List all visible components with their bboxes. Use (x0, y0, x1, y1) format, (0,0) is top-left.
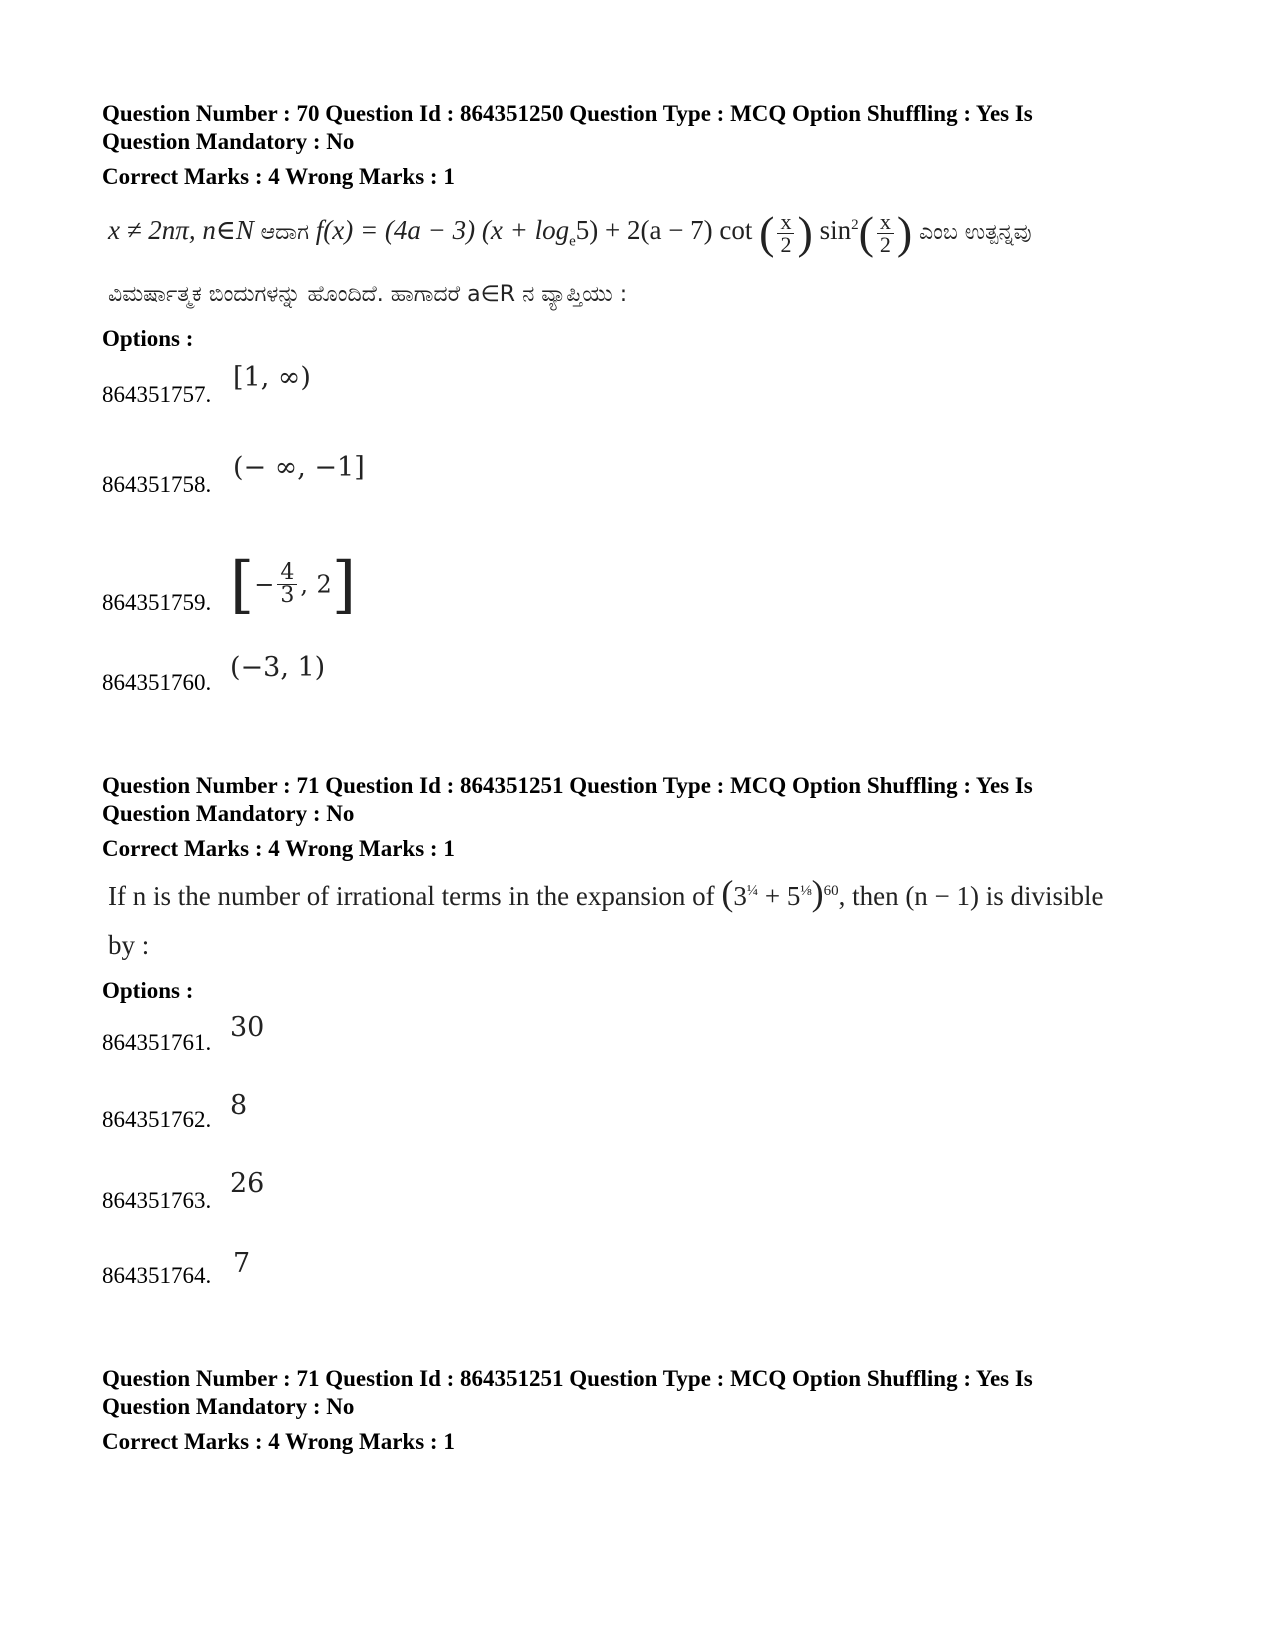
stem-text-a: If n is the number of irrational terms in the expansion of (108, 881, 715, 911)
question-71-header (102, 772, 1182, 828)
question-71b-header-line1: Question Number : 71 Question Id : 864351251 Question Type : MCQ Option Shuffling : Yes Is (102, 1366, 1033, 1391)
stem-text-b: , then (n − 1) is divisible (838, 881, 1104, 911)
option-value[interactable] (230, 548, 356, 621)
option-value[interactable]: 26 (230, 1168, 265, 1199)
stem-sin: sin (819, 215, 852, 246)
minus-sign: − (254, 570, 275, 599)
question-70-header-line2: Question Mandatory : No (102, 129, 355, 154)
option-value[interactable]: (−3, 1) (230, 652, 326, 683)
option-id: 864351760. (102, 670, 212, 695)
option-value[interactable]: 7 (233, 1248, 251, 1279)
stem-middle: 5) + 2(a − 7) cot (575, 215, 753, 246)
frac-num: 4 (277, 562, 297, 585)
comma: , (300, 570, 308, 599)
question-71b-header (102, 1365, 1182, 1421)
paren-close-1: ) (797, 207, 813, 258)
option-id: 864351764. (102, 1263, 212, 1288)
fraction-x-over-2-b (877, 208, 894, 257)
stem-square: 2 (851, 217, 859, 234)
stem-condition: x ≠ 2nπ, n∈N (108, 215, 254, 246)
question-70-stem-line1 (108, 207, 1032, 258)
option-tail: 2 (316, 570, 332, 599)
frac-den: 3 (280, 583, 295, 608)
option-fraction (277, 562, 297, 607)
bracket-close: ] (331, 548, 357, 621)
option-id: 864351761. (102, 1030, 212, 1055)
option-id: 864351757. (102, 382, 212, 407)
exp-1: ¼ (746, 883, 759, 899)
stem-kannada-1: ಆದಾಗ (260, 220, 309, 246)
option-id: 864351758. (102, 472, 212, 497)
question-71-header-line2: Question Mandatory : No (102, 801, 355, 826)
paren-close-2: ) (896, 207, 913, 258)
question-71b-marks: Correct Marks : 4 Wrong Marks : 1 (102, 1429, 455, 1454)
exp-2: ⅛ (800, 883, 812, 899)
stem-kannada-2: ಎಂಬ ಉತ್ಪನ್ನವು (918, 220, 1032, 246)
paren-open-1: ( (759, 207, 775, 258)
option-id: 864351763. (102, 1188, 212, 1213)
power: 60 (823, 883, 839, 899)
option-id: 864351762. (102, 1107, 212, 1132)
paren-close: ) (811, 873, 824, 913)
option-value[interactable]: 30 (230, 1012, 265, 1043)
question-71-marks: Correct Marks : 4 Wrong Marks : 1 (102, 836, 455, 861)
frac-num: x (777, 211, 794, 234)
question-71-stem-line1: If n is the number of irrational terms in the expansion of $(3^{\frac{1}{4}} + 5^{\frac{1}{8}})^{60}$, then (n − 1) is divisible (108, 873, 1104, 913)
paren-open: ( (721, 873, 734, 913)
frac-num: x (877, 211, 894, 234)
stem-function: f(x) = (4a − 3) (x + log (315, 215, 570, 246)
question-70-stem-line2: ವಿಮರ್ಷಾತ್ಮಕ ಬಿಂದುಗಳನ್ನು ಹೊಂದಿದೆ. ಹಾಗಾದರೆ a∈R ನ ವ್ಯಾಪ್ತಿಯು : (108, 282, 628, 307)
question-70-options-label: Options : (102, 326, 194, 351)
option-value[interactable]: [1, ∞) (233, 362, 311, 393)
stem-log-base: e (569, 233, 576, 250)
question-70-header (102, 100, 1182, 156)
option-value[interactable]: (− ∞, −1] (233, 452, 365, 483)
bracket-open: [ (230, 548, 255, 621)
option-id: 864351759. (102, 590, 212, 615)
question-70-marks: Correct Marks : 4 Wrong Marks : 1 (102, 164, 455, 189)
option-value[interactable]: 8 (230, 1090, 248, 1121)
base-1: 3 (733, 881, 747, 911)
base-2: 5 (786, 881, 801, 911)
frac-den: 2 (879, 231, 891, 257)
paren-open-2: ( (858, 207, 874, 258)
question-71-stem-line2: by : (108, 930, 150, 960)
question-71-header-line1: Question Number : 71 Question Id : 864351251 Question Type : MCQ Option Shuffling : Yes Is (102, 773, 1033, 798)
frac-den: 2 (780, 231, 792, 257)
question-70-header-line1: Question Number : 70 Question Id : 864351250 Question Type : MCQ Option Shuffling : Yes Is (102, 101, 1033, 126)
fraction-x-over-2-a (777, 208, 794, 257)
question-71b-header-line2: Question Mandatory : No (102, 1394, 355, 1419)
question-71-options-label: Options : (102, 978, 194, 1003)
